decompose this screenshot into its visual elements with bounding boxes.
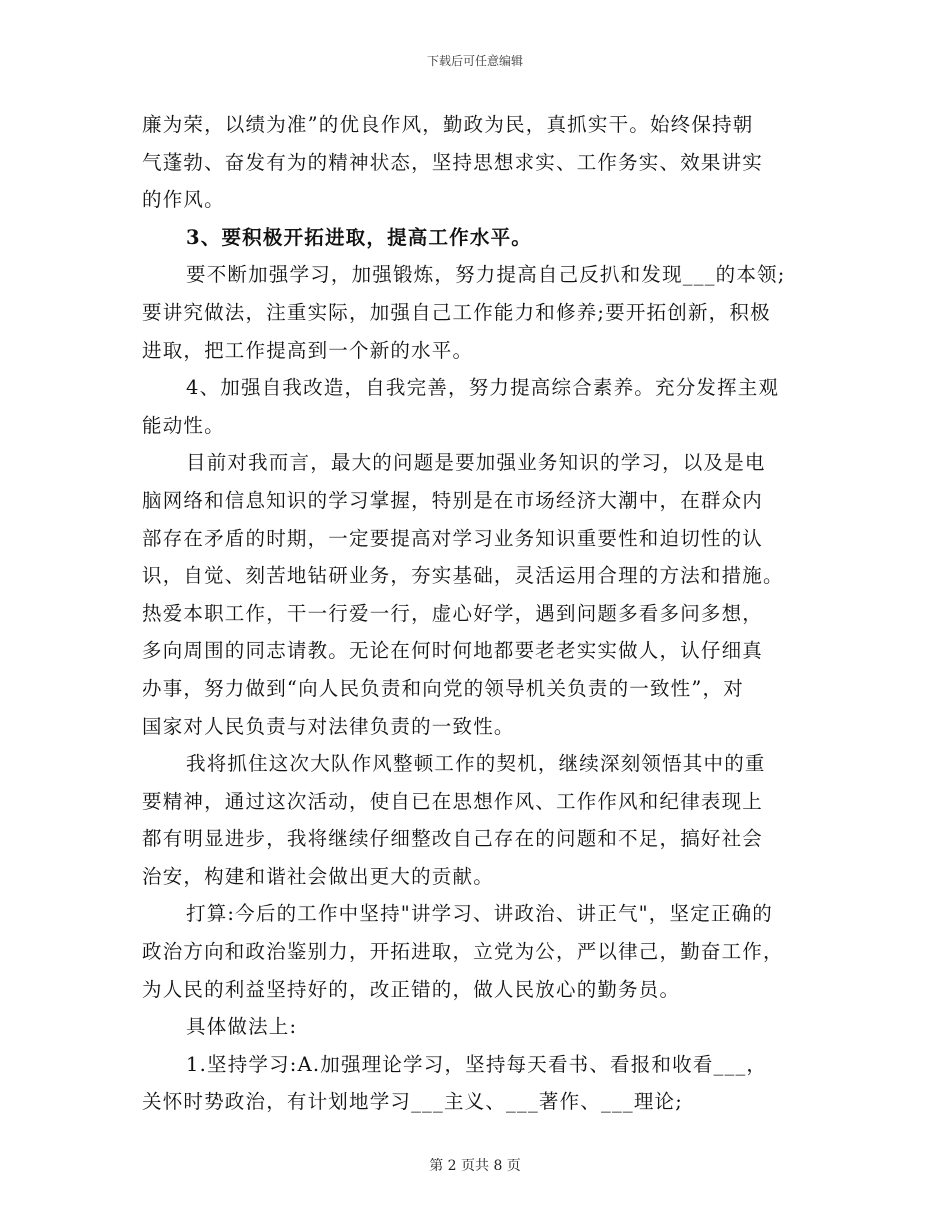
- text-line: 我将抓住这次大队作风整顿工作的契机，继续深刻领悟其中的重: [186, 752, 766, 776]
- text-line: 治安，构建和谐社会做出更大的贡献。: [142, 864, 494, 888]
- text-line: 具体做法上:: [186, 1015, 298, 1039]
- text-line: 识，自觉、刻苦地钻研业务，夯实基础，灵活运用合理的方法和措施。: [142, 564, 784, 588]
- section-heading-line: 3、要积极开拓进取，提高工作水平。: [186, 225, 532, 249]
- text-line: 政治方向和政治鉴别力，开拓进取，立党为公，严以律己，勤奋工作，: [142, 940, 784, 964]
- text-line: 1.坚持学习:A.加强理论学习，坚持每天看书、看报和收看___，: [186, 1052, 768, 1076]
- text-line: 能动性。: [142, 413, 225, 437]
- page-header: 下载后可任意编辑: [426, 54, 523, 68]
- text-line: 要不断加强学习，加强锻炼，努力提高自己反扒和发现___的本领;: [186, 263, 786, 287]
- text-line: 国家对人民负责与对法律负责的一致性。: [142, 714, 515, 738]
- text-line: 脑网络和信息知识的学习掌握，特别是在市场经济大潮中，在群众内: [142, 488, 764, 512]
- text-line: 4、加强自我改造，自我完善，努力提高综合素养。充分发挥主观: [186, 376, 780, 400]
- text-line: 打算:今后的工作中坚持"讲学习、讲政治、讲正气"，坚定正确的: [186, 902, 774, 926]
- text-line: 为人民的利益坚持好的，改正错的，做人民放心的勤务员。: [142, 977, 681, 1001]
- text-line: 廉为荣，以绩为准”的优良作风，勤政为民，真抓实干。始终保持朝: [142, 113, 754, 136]
- text-line: 部存在矛盾的时期，一定要提高对学习业务知识重要性和迫切性的认: [142, 526, 764, 550]
- text-line: 办事，努力做到“向人民负责和向党的领导机关负责的一致性”，对: [142, 676, 744, 700]
- text-line: 气蓬勃、奋发有为的精神状态，坚持思想求实、工作务实、效果讲实: [142, 150, 764, 174]
- document-body: [142, 106, 822, 1121]
- text-line: 关怀时势政治，有计划地学习___主义、___著作、___理论;: [142, 1090, 684, 1114]
- text-line: 要讲究做法，注重实际，加强自己工作能力和修养;要开拓创新，积极: [142, 300, 771, 324]
- text-line: 进取，把工作提高到一个新的水平。: [142, 338, 474, 362]
- text-line: 的作风。: [142, 188, 225, 212]
- text-line: 热爱本职工作，干一行爱一行，虚心好学，遇到问题多看多问多想，: [142, 601, 764, 625]
- page-number: 第 2 页共 8 页: [429, 1158, 521, 1174]
- text-line: 都有明显进步，我将继续仔细整改自己存在的问题和不足，搞好社会: [142, 827, 764, 851]
- text-line: 目前对我而言，最大的问题是要加强业务知识的学习，以及是电: [186, 451, 766, 475]
- text-line: 多向周围的同志请教。无论在何时何地都要老老实实做人，认仔细真: [142, 639, 764, 663]
- text-line: 要精神，通过这次活动，使自已在思想作风、工作作风和纪律表现上: [142, 789, 764, 813]
